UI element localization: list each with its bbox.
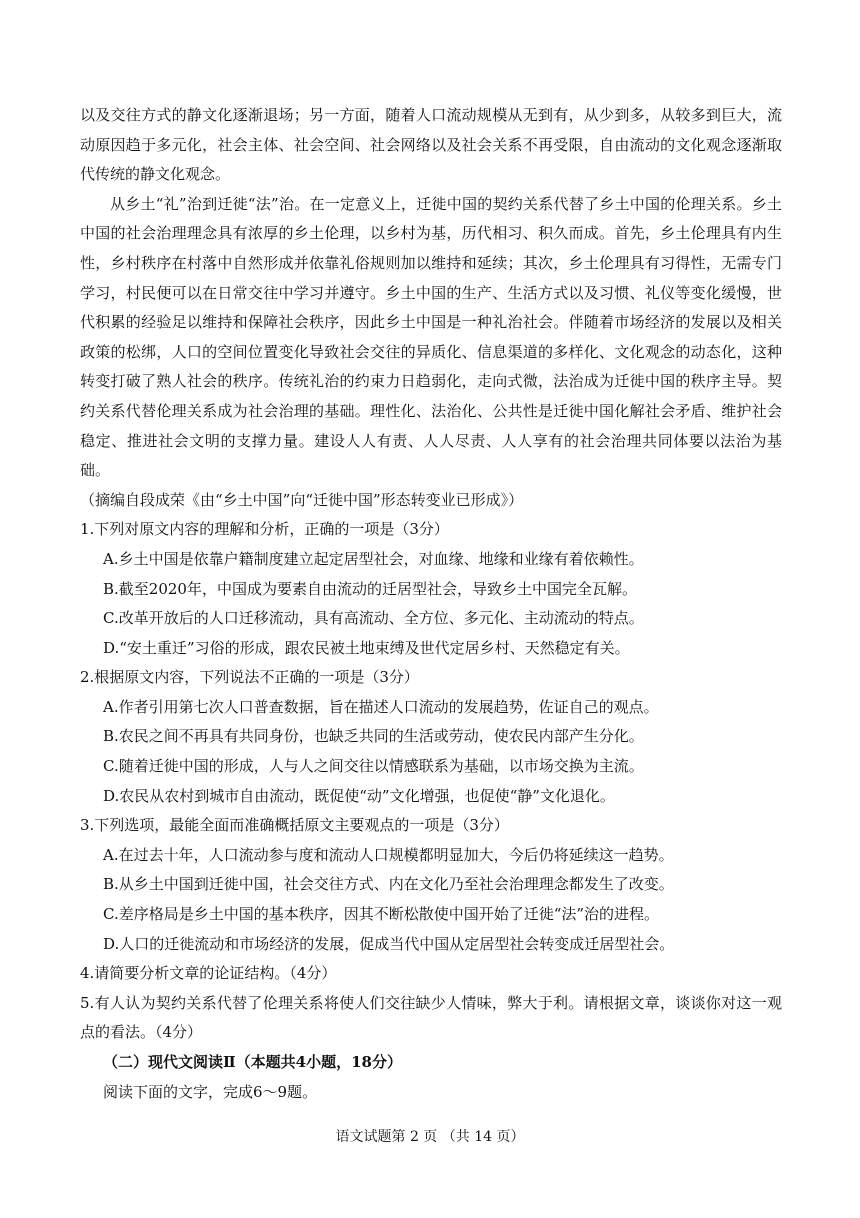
question-4-stem: 4.请简要分析文章的论证结构。（4分）	[80, 964, 337, 983]
question-3-stem: 3.下列选项，最能全面而准确概括原文主要观点的一项是（3分）	[80, 816, 509, 835]
question-1-option-d: D.“安土重迁”习俗的形成，跟农民被土地束缚及世代定居乡村、天然稳定有关。	[103, 638, 630, 657]
question-1-option-c: C.改革开放后的人口迁移流动，具有高流动、全方位、多元化、主动流动的特点。	[103, 609, 644, 628]
question-2-option-a: A.作者引用第七次人口普查数据，旨在描述人口流动的发展趋势，佐证自己的观点。	[103, 697, 659, 716]
question-3-option-c: C.差序格局是乡土中国的基本秩序，因其不断松散使中国开始了迁徙“法”治的进程。	[103, 905, 660, 924]
question-2-option-b: B.农民之间不再具有共同身份，也缺乏共同的生活或劳动，使农民内部产生分化。	[103, 727, 644, 746]
paragraph-continued: 以及交往方式的静文化逐渐退场；另一方面，随着人口流动规模从无到有，从少到多，从较多到巨大，流动原因趋于多元化，社会主体、社会空间、社会网络以及社会关系不再受限，自由流动的文化观念逐渐取代传统的静文化观念。	[80, 106, 782, 184]
page-body	[80, 101, 782, 1107]
question-1-stem: 1.下列对原文内容的理解和分析，正确的一项是（3分）	[80, 520, 449, 539]
section-heading: （二）现代文阅读Ⅱ（本题共4小题，18分）	[103, 1053, 402, 1071]
source-citation: （摘编自段成荣《由“乡土中国”向“迁徙中国”形态转变业已形成》）	[80, 490, 524, 509]
question-3-option-a: A.在过去十年，人口流动参与度和流动人口规模都明显加大，今后仍将延续这一趋势。	[103, 845, 674, 864]
question-2-option-c: C.随着迁徙中国的形成，人与人之间交往以情感联系为基础，以市场交换为主流。	[103, 757, 644, 776]
question-3-option-b: B.从乡土中国到迁徙中国，社会交往方式、内在文化乃至社会治理理念都发生了改变。	[103, 875, 674, 894]
question-1-option-a: A.乡土中国是依靠户籍制度建立起定居型社会，对血缘、地缘和业缘有着依赖性。	[103, 549, 644, 568]
question-5-stem: 5.有人认为契约关系代替了伦理关系将使人们交往缺少人情味，弊大于利。请根据文章，谈谈你对这一观点的看法。（4分）	[80, 993, 782, 1042]
question-2-option-d: D.农民从农村到城市自由流动，既促使“动”文化增强，也促使“静”文化退化。	[103, 786, 615, 805]
reading-instruction: 阅读下面的文字，完成6～9题。	[103, 1082, 318, 1101]
page-footer: 语文试题第 2 页 （共 14 页）	[335, 1129, 525, 1145]
question-1-option-b: B.截至2020年，中国成为要素自由流动的迁居型社会，导致乡土中国完全瓦解。	[103, 579, 637, 598]
question-2-stem: 2.根据原文内容，下列说法不正确的一项是（3分）	[80, 668, 419, 687]
question-3-option-d: D.人口的迁徙流动和市场经济的发展，促成当代中国从定居型社会转变成迁居型社会。	[103, 934, 675, 953]
paragraph-rule-of-law: 从乡土“礼”治到迁徙“法”治。在一定意义上，迁徙中国的契约关系代替了乡土中国的伦理关系。乡土中国的社会治理理念具有浓厚的乡土伦理，以乡村为基，历代相习、积久而成。首先，乡土伦理具有内生性，乡村秩序在村落中自然形成并依靠礼俗规则加以维持和延续；其次，乡土伦理具有习得性，无需专门学习，村民便可以在日常交往中学习并遵守。乡土中国的生产、生活方式以及习惯、礼仪等变化缓慢，世代积累的经验足以维持和保障社会秩序，因此乡土中国是一种礼治社会。伴随着市场经济的发展以及相关政策的松绑，人口的空间位置变化导致社会交往的异质化、信息渠道的多样化、文化观念的动态化，这种转变打破了熟人社会的秩序。传统礼治的约束力日趋弱化，走向式微，法治成为迁徙中国的秩序主导。契约关系代替伦理关系成为社会治理的基础。理性化、法治化、公共性是迁徙中国化解社会矛盾、维护社会稳定、推进社会文明的支撑力量。建设人人有责、人人尽责、人人享有的社会治理共同体要以法治为基础。	[80, 194, 782, 480]
